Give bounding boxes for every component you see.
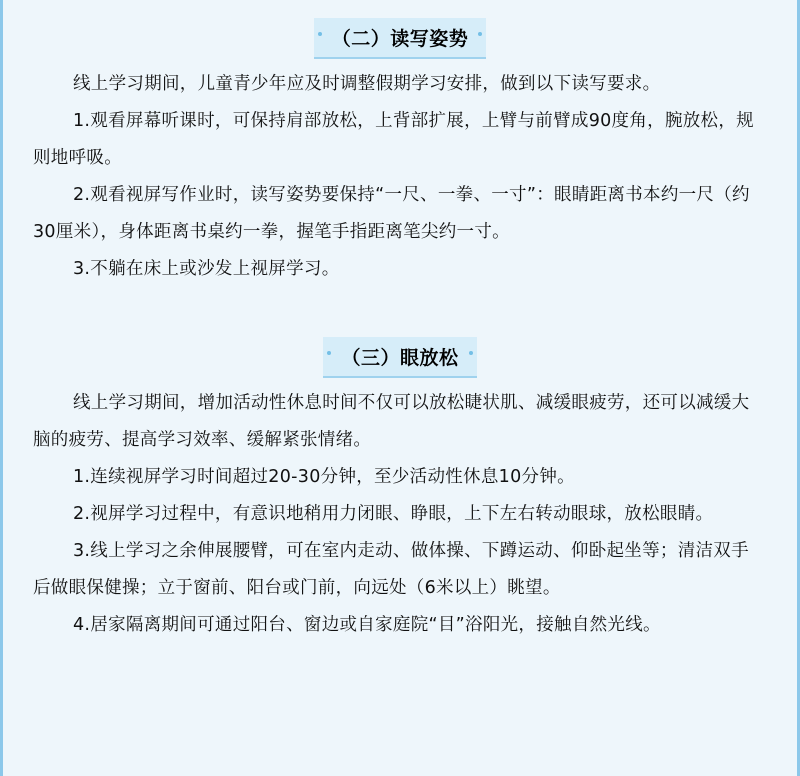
paragraph: 线上学习期间，增加活动性休息时间不仅可以放松睫状肌、减缓眼疲劳，还可以减缓大脑的疲劳、提高学习效率、缓解紧张情绪。: [33, 393, 750, 450]
section-title: （三）眼放松: [323, 337, 476, 378]
paragraph: 4.居家隔离期间可通过阳台、窗边或自家庭院“目”浴阳光，接触自然光线。: [73, 615, 661, 635]
section-body-eye-relax: [3, 385, 797, 644]
paragraph: 2.视屏学习过程中，有意识地稍用力闭眼、睁眼，上下左右转动眼球，放松眼睛。: [73, 504, 714, 524]
paragraph: 1.观看屏幕听课时，可保持肩部放松，上背部扩展，上臂与前臂成90度角，腕放松，规则地呼吸。: [33, 111, 754, 168]
section-title: （二）读写姿势: [314, 18, 487, 59]
paragraph: 3.线上学习之余伸展腰臂，可在室内走动、做体操、下蹲运动、仰卧起坐等；清洁双手后做眼保健操；立于窗前、阳台或门前，向远处（6米以上）眺望。: [33, 541, 749, 598]
section-heading-eye-relax: [3, 337, 797, 378]
paragraph: 1.连续视屏学习时间超过20-30分钟，至少活动性休息10分钟。: [73, 467, 575, 487]
paragraph: 线上学习期间，儿童青少年应及时调整假期学习安排，做到以下读写要求。: [73, 74, 661, 94]
section-body-reading-posture: [3, 66, 797, 288]
paragraph: 3.不躺在床上或沙发上视屏学习。: [73, 259, 340, 279]
paragraph: 2.观看视屏写作业时，读写姿势要保持“一尺、一拳、一寸”：眼睛距离书本约一尺（约30厘米），身体距离书桌约一拳，握笔手指距离笔尖约一寸。: [33, 185, 750, 242]
section-heading-reading-posture: [3, 18, 797, 59]
